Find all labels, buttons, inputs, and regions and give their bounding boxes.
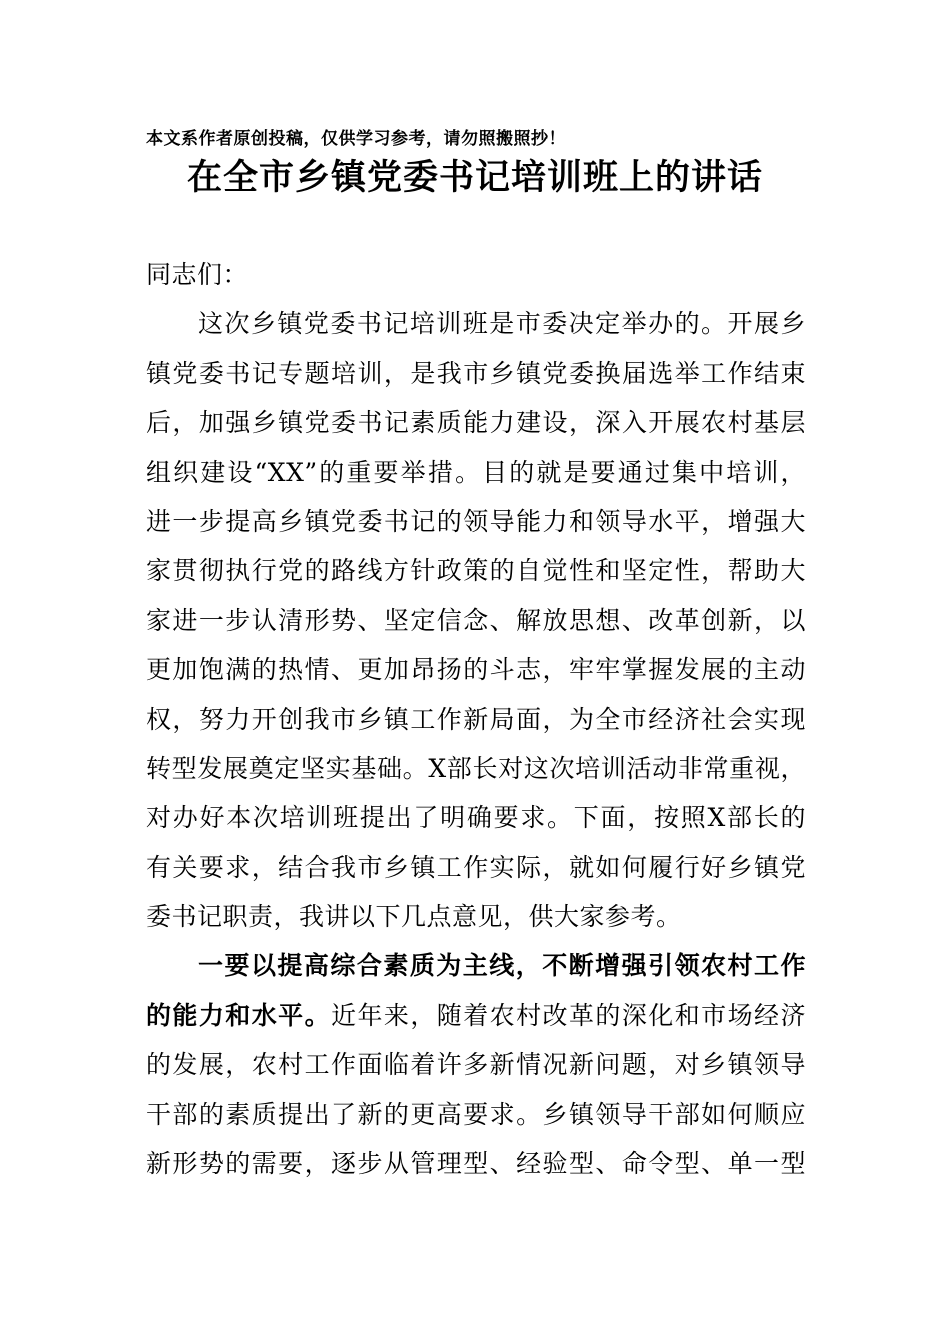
- paragraph-line: 进一步提高乡镇党委书记的领导能力和领导水平，增强大: [146, 506, 806, 536]
- paragraph-line: 委书记职责，我讲以下几点意见，供大家参考。: [146, 902, 682, 932]
- section-heading-end: 的能力和水平。: [146, 1000, 332, 1030]
- paragraph-line-mixed: [146, 997, 806, 1046]
- paragraph-line: 镇党委书记专题培训，是我市乡镇党委换届选举工作结束: [146, 358, 806, 388]
- document-title: 在全市乡镇党委书记培训班上的讲话: [186, 157, 763, 198]
- paragraph-line: 家进一步认清形势、坚定信念、解放思想、改革创新，以: [146, 605, 806, 635]
- paragraph-line: 家贯彻执行党的路线方针政策的自觉性和坚定性，帮助大: [146, 556, 806, 586]
- paragraph-1: [146, 305, 806, 947]
- paragraph-line: 有关要求，结合我市乡镇工作实际，就如何履行好乡镇党: [146, 852, 806, 882]
- document-body: [146, 256, 806, 1194]
- paragraph-line: 组织建设“XX”的重要举措。目的就是要通过集中培训，: [146, 457, 806, 487]
- paragraph-line: 权，努力开创我市乡镇工作新局面，为全市经济社会实现: [146, 704, 806, 734]
- paragraph-2: [146, 947, 806, 1194]
- paragraph-line-text: 近年来，随着农村改革的深化和市场经济: [331, 1000, 806, 1030]
- paragraph-line: 这次乡镇党委书记培训班是市委决定举办的。开展乡: [198, 309, 806, 339]
- paragraph-line: 后，加强乡镇党委书记素质能力建设，深入开展农村基层: [146, 408, 806, 438]
- section-heading-line: 一要以提高综合素质为主线，不断增强引领农村工作: [198, 951, 806, 981]
- paragraph-line: 干部的素质提出了新的更高要求。乡镇领导干部如何顺应: [146, 1099, 806, 1129]
- copyright-notice: 本文系作者原创投稿，仅供学习参考，请勿照搬照抄！: [146, 129, 566, 149]
- paragraph-line: 新形势的需要，逐步从管理型、经验型、命令型、单一型: [146, 1149, 806, 1179]
- paragraph-line: 更加饱满的热情、更加昂扬的斗志，牢牢掌握发展的主动: [146, 655, 806, 685]
- paragraph-line: 转型发展奠定坚实基础。X部长对这次培训活动非常重视，: [146, 753, 806, 783]
- paragraph-line: 的发展，农村工作面临着许多新情况新问题，对乡镇领导: [146, 1050, 806, 1080]
- greeting: 同志们：: [146, 260, 249, 289]
- paragraph-line: 对办好本次培训班提出了明确要求。下面，按照X部长的: [146, 803, 806, 833]
